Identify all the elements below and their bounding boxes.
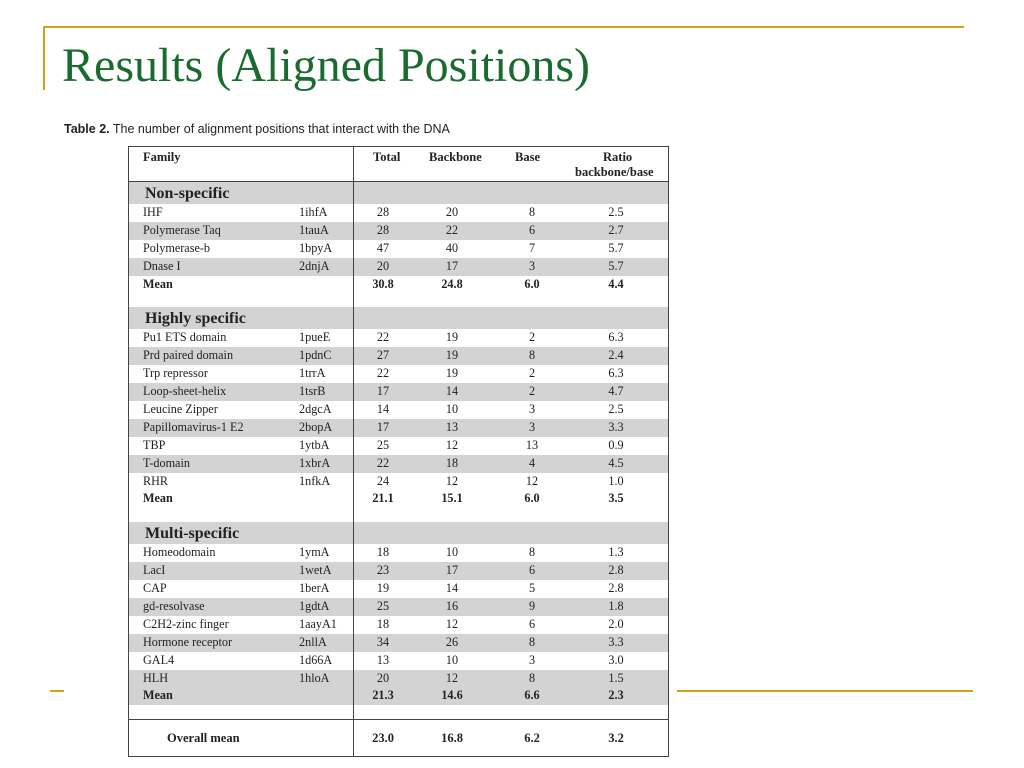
caption-text: The number of alignment positions that interact with the DNA [109,122,450,136]
cell-backbone: 12 [445,616,459,631]
cell-name: Trp repressor [143,366,208,381]
column-divider [353,616,354,634]
cell-ratio: 2.8 [608,563,624,578]
column-divider [353,544,354,562]
cell-backbone: 26 [445,634,459,649]
column-divider [353,508,354,522]
cell-code: 1ytbA [299,437,330,452]
header-ratio-line1: Ratio [603,150,633,164]
cell-backbone: 19 [445,366,459,381]
accent-bottom-left-line [50,690,64,692]
cell-total: 24 [376,473,390,488]
header-backbone: Backbone [429,150,482,164]
cell-backbone: 17 [445,563,459,578]
results-table [128,146,669,757]
cell-name: gd-resolvase [143,599,205,614]
cell-base: 2 [528,366,536,381]
table-row [129,258,668,276]
cell-base: 3 [528,652,536,667]
cell-total: 17 [376,419,390,434]
cell-total: 28 [376,205,390,219]
table-row [129,222,668,240]
table-row [129,347,668,365]
cell-ratio: 4.7 [608,384,624,399]
cell-base: 6 [528,616,536,631]
accent-bottom-right-line [677,690,973,692]
header-ratio-line2: backbone/base [575,165,654,179]
cell-name: IHF [143,205,163,219]
section-header [129,307,668,329]
table-row [129,455,668,473]
cell-code: 1d66A [299,652,333,667]
cell-backbone: 19 [445,348,459,363]
cell-name: CAP [143,581,167,596]
cell-backbone: 10 [445,402,459,417]
cell-backbone: 16 [445,599,459,614]
column-divider [353,473,354,491]
table-row [129,598,668,616]
cell-backbone: 14 [445,384,459,399]
cell-name: C2H2-zinc finger [143,616,229,631]
cell-total: 17 [376,384,390,399]
cell-ratio: 2.0 [608,616,624,631]
column-divider [353,705,354,719]
cell-code: 1pueE [299,330,331,345]
table-row [129,204,668,222]
cell-total: 22 [376,366,390,381]
cell-code: 1trrA [299,366,326,381]
cell-code: 1ymA [299,545,330,560]
column-divider [353,329,354,347]
cell-total: 34 [376,634,390,649]
cell-code: 1xbrA [299,455,331,470]
cell-overall-backbone: 16.8 [441,731,463,746]
cell-name: RHR [143,473,169,488]
table-row [129,365,668,383]
column-divider [353,307,354,329]
table-row [129,329,668,347]
cell-mean-ratio: 4.4 [608,276,624,291]
cell-code: 2nllA [299,634,327,649]
cell-ratio: 2.7 [608,222,624,237]
cell-name: T-domain [143,455,190,470]
column-divider [353,455,354,473]
cell-base: 8 [528,348,536,363]
slide-title: Results (Aligned Positions) [62,39,591,92]
table-body [129,182,668,756]
overall-mean-row [129,719,668,756]
cell-backbone: 10 [445,545,459,560]
column-divider [353,562,354,580]
section-title: Multi-specific [145,525,240,543]
cell-base: 8 [528,634,536,649]
column-divider [353,182,354,204]
cell-backbone: 10 [445,652,459,667]
table-row [129,562,668,580]
table-row [129,616,668,634]
cell-base: 12 [525,473,539,488]
cell-code: 2bopA [299,419,333,434]
cell-name: Homeodomain [143,545,216,560]
table-row [129,473,668,491]
cell-ratio: 2.5 [608,205,624,219]
cell-total: 20 [376,670,390,685]
cell-total: 23 [376,563,390,578]
column-divider [353,204,354,222]
cell-mean-backbone: 24.8 [441,276,463,291]
cell-mean-total: 21.3 [372,688,394,703]
cell-total: 25 [376,437,390,452]
cell-total: 27 [376,348,390,363]
column-divider [353,293,354,307]
cell-name: Pu1 ETS domain [143,330,227,345]
cell-mean-base: 6.0 [524,491,540,506]
column-divider [353,276,354,294]
cell-code: 2dgcA [299,402,332,417]
table-row [129,544,668,562]
cell-backbone: 19 [445,330,459,345]
cell-name: Prd paired domain [143,348,234,363]
cell-mean-label: Mean [143,491,173,506]
cell-ratio: 5.7 [608,240,624,255]
cell-code: 2dnjA [299,258,330,273]
section-spacer [129,508,668,522]
cell-name: Loop-sheet-helix [143,384,227,399]
cell-name: Hormone receptor [143,634,232,649]
mean-row [129,490,668,508]
cell-mean-ratio: 3.5 [608,491,624,506]
cell-backbone: 12 [445,437,459,452]
cell-mean-backbone: 15.1 [441,491,463,506]
cell-ratio: 0.9 [608,437,624,452]
cell-base: 4 [528,455,536,470]
cell-base: 8 [528,670,536,685]
table-header [129,147,668,182]
column-divider [353,222,354,240]
column-divider [353,598,354,616]
cell-backbone: 40 [445,240,459,255]
cell-name: GAL4 [143,652,175,667]
cell-backbone: 17 [445,258,459,273]
table-row [129,383,668,401]
header-total: Total [373,150,401,164]
cell-mean-base: 6.6 [524,688,540,703]
cell-backbone: 12 [445,670,459,685]
column-divider [353,365,354,383]
cell-base: 6 [528,563,536,578]
cell-base: 6 [528,222,536,237]
cell-mean-total: 30.8 [372,276,394,291]
cell-base: 7 [528,240,536,255]
cell-base: 5 [528,581,536,596]
cell-code: 1tauA [299,222,329,237]
cell-ratio: 4.5 [608,455,624,470]
cell-backbone: 14 [445,581,459,596]
column-divider [353,258,354,276]
table-row [129,240,668,258]
cell-total: 19 [376,581,390,596]
mean-row [129,687,668,705]
column-divider [353,652,354,670]
column-divider [353,670,354,688]
cell-ratio: 3.3 [608,419,624,434]
cell-backbone: 22 [445,222,459,237]
cell-code: 1tsrB [299,384,326,399]
cell-ratio: 1.8 [608,599,624,614]
cell-mean-ratio: 2.3 [608,688,624,703]
cell-base: 2 [528,330,536,345]
cell-base: 3 [528,258,536,273]
cell-total: 47 [376,240,390,255]
section-header [129,522,668,544]
cell-ratio: 3.0 [608,652,624,667]
column-divider [353,490,354,508]
cell-base: 8 [528,205,536,219]
accent-vertical-line [43,26,45,90]
cell-ratio: 3.3 [608,634,624,649]
table-row [129,401,668,419]
cell-mean-label: Mean [143,276,173,291]
section-title: Highly specific [145,310,246,328]
column-divider [353,347,354,365]
table-caption [64,122,450,136]
cell-total: 22 [376,330,390,345]
cell-ratio: 2.4 [608,348,624,363]
cell-mean-base: 6.0 [524,276,540,291]
column-divider [353,419,354,437]
cell-total: 14 [376,402,390,417]
cell-backbone: 13 [445,419,459,434]
section-spacer [129,293,668,307]
cell-ratio: 2.5 [608,402,624,417]
cell-backbone: 20 [445,205,459,219]
cell-base: 3 [528,419,536,434]
header-family: Family [143,150,181,164]
cell-base: 3 [528,402,536,417]
column-divider [353,437,354,455]
column-divider [353,522,354,544]
cell-ratio: 6.3 [608,330,624,345]
cell-base: 9 [528,599,536,614]
table-row [129,419,668,437]
cell-ratio: 1.0 [608,473,624,488]
table-row [129,670,668,688]
cell-overall-base: 6.2 [524,731,540,746]
column-divider [353,580,354,598]
cell-ratio: 5.7 [608,258,624,273]
column-divider [353,687,354,705]
table-row [129,437,668,455]
cell-name: TBP [143,437,166,452]
cell-total: 28 [376,222,390,237]
cell-code: 1gdtA [299,599,330,614]
cell-ratio: 1.3 [608,545,624,560]
section-spacer [129,705,668,719]
cell-mean-total: 21.1 [372,491,394,506]
section-title: Non-specific [145,185,230,202]
table-row [129,634,668,652]
cell-base: 8 [528,545,536,560]
cell-mean-label: Mean [143,688,173,703]
cell-name: Leucine Zipper [143,402,218,417]
column-divider [353,240,354,258]
cell-backbone: 12 [445,473,459,488]
cell-backbone: 18 [445,455,459,470]
cell-ratio: 2.8 [608,581,624,596]
cell-name: Polymerase Taq [143,222,221,237]
table-row [129,580,668,598]
cell-overall-label: Overall mean [167,731,240,746]
mean-row [129,276,668,294]
cell-name: Polymerase-b [143,240,211,255]
cell-name: Dnase I [143,258,181,273]
column-divider [353,720,354,756]
cell-code: 1pdnC [299,348,332,363]
cell-overall-total: 23.0 [372,731,394,746]
cell-total: 13 [376,652,390,667]
cell-total: 18 [376,616,390,631]
cell-ratio: 1.5 [608,670,624,685]
cell-total: 25 [376,599,390,614]
column-divider [353,383,354,401]
cell-base: 13 [525,437,539,452]
cell-ratio: 6.3 [608,366,624,381]
accent-top-line [43,26,964,28]
cell-code: 1bpyA [299,240,333,255]
table-row [129,652,668,670]
cell-base: 2 [528,384,536,399]
cell-name: Papillomavirus-1 E2 [143,419,244,434]
section-header [129,182,668,204]
cell-code: 1aayA1 [299,616,337,631]
cell-overall-ratio: 3.2 [608,731,624,746]
cell-total: 22 [376,455,390,470]
cell-total: 18 [376,545,390,560]
column-divider [353,401,354,419]
cell-code: 1hloA [299,670,330,685]
cell-name: LacI [143,563,166,578]
cell-mean-backbone: 14.6 [441,688,463,703]
cell-name: HLH [143,670,169,685]
column-divider [353,634,354,652]
cell-code: 1berA [299,581,330,596]
caption-label: Table 2. [64,122,110,136]
cell-code: 1nfkA [299,473,331,488]
header-base: Base [515,150,540,164]
cell-total: 20 [376,258,390,273]
cell-code: 1ihfA [299,205,328,219]
cell-code: 1wetA [299,563,332,578]
